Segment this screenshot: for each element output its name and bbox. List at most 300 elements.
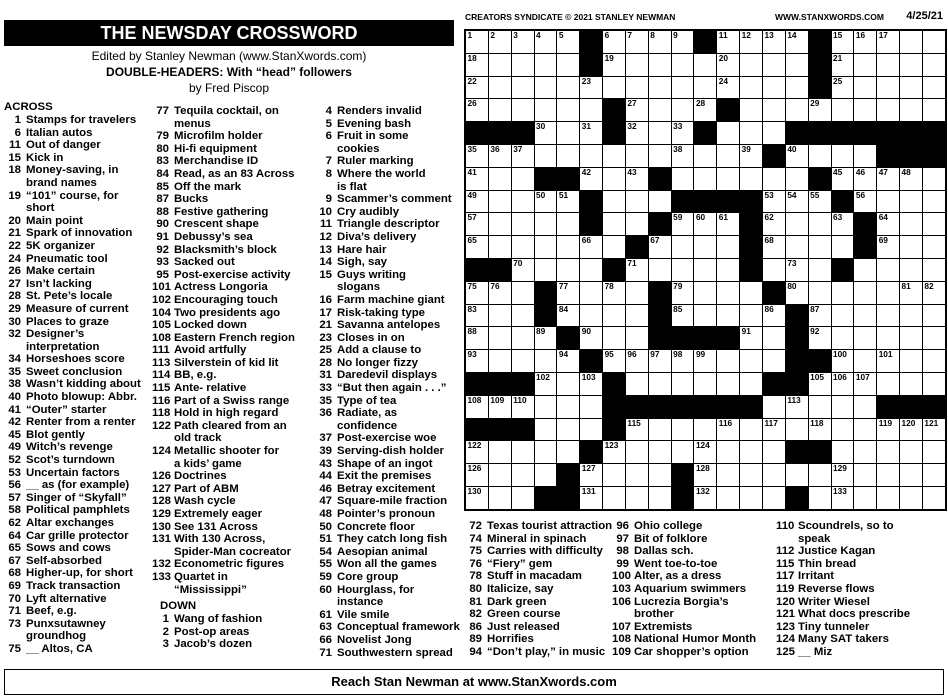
grid-cell[interactable] bbox=[557, 144, 580, 167]
grid-cell[interactable] bbox=[831, 395, 854, 418]
grid-cell[interactable] bbox=[762, 418, 785, 441]
grid-cell[interactable] bbox=[854, 31, 877, 54]
grid-cell[interactable] bbox=[831, 486, 854, 509]
grid-cell[interactable] bbox=[922, 281, 945, 304]
grid-cell[interactable] bbox=[762, 304, 785, 327]
grid-cell[interactable] bbox=[854, 99, 877, 122]
grid-cell[interactable] bbox=[694, 372, 717, 395]
grid-cell[interactable] bbox=[694, 167, 717, 190]
grid-cell[interactable] bbox=[648, 190, 671, 213]
grid-cell[interactable] bbox=[466, 327, 489, 350]
grid-cell[interactable] bbox=[557, 122, 580, 145]
grid-cell[interactable] bbox=[511, 99, 534, 122]
grid-cell[interactable] bbox=[466, 395, 489, 418]
grid-cell[interactable] bbox=[580, 76, 603, 99]
grid-cell[interactable] bbox=[922, 99, 945, 122]
grid-cell[interactable] bbox=[785, 395, 808, 418]
grid-cell[interactable] bbox=[466, 304, 489, 327]
grid-cell[interactable] bbox=[466, 76, 489, 99]
grid-cell[interactable] bbox=[762, 99, 785, 122]
grid-cell[interactable] bbox=[557, 395, 580, 418]
grid-cell[interactable] bbox=[785, 258, 808, 281]
grid-cell[interactable] bbox=[625, 281, 648, 304]
grid-cell[interactable] bbox=[854, 167, 877, 190]
grid-cell[interactable] bbox=[717, 350, 740, 373]
grid-cell[interactable] bbox=[648, 99, 671, 122]
grid-cell[interactable] bbox=[877, 441, 900, 464]
grid-cell[interactable] bbox=[877, 464, 900, 487]
grid-cell[interactable] bbox=[625, 99, 648, 122]
grid-cell[interactable] bbox=[831, 350, 854, 373]
grid-cell[interactable] bbox=[671, 213, 694, 236]
grid-cell[interactable] bbox=[648, 236, 671, 259]
grid-cell[interactable] bbox=[671, 122, 694, 145]
grid-cell[interactable] bbox=[717, 372, 740, 395]
grid-cell[interactable] bbox=[831, 144, 854, 167]
grid-cell[interactable] bbox=[557, 441, 580, 464]
grid-cell[interactable] bbox=[854, 258, 877, 281]
grid-cell[interactable] bbox=[900, 350, 923, 373]
grid-cell[interactable] bbox=[694, 281, 717, 304]
grid-cell[interactable] bbox=[648, 464, 671, 487]
grid-cell[interactable] bbox=[511, 304, 534, 327]
grid-cell[interactable] bbox=[648, 53, 671, 76]
grid-cell[interactable] bbox=[762, 31, 785, 54]
grid-cell[interactable] bbox=[534, 76, 557, 99]
grid-cell[interactable] bbox=[603, 31, 626, 54]
grid-cell[interactable] bbox=[740, 418, 763, 441]
grid-cell[interactable] bbox=[877, 327, 900, 350]
grid-cell[interactable] bbox=[717, 258, 740, 281]
grid-cell[interactable] bbox=[854, 281, 877, 304]
grid-cell[interactable] bbox=[717, 31, 740, 54]
grid-cell[interactable] bbox=[511, 350, 534, 373]
grid-cell[interactable] bbox=[648, 441, 671, 464]
grid-cell[interactable] bbox=[671, 304, 694, 327]
grid-cell[interactable] bbox=[922, 486, 945, 509]
grid-cell[interactable] bbox=[511, 76, 534, 99]
grid-cell[interactable] bbox=[488, 31, 511, 54]
grid-cell[interactable] bbox=[625, 31, 648, 54]
grid-cell[interactable] bbox=[671, 144, 694, 167]
grid-cell[interactable] bbox=[557, 236, 580, 259]
grid-cell[interactable] bbox=[534, 258, 557, 281]
grid-cell[interactable] bbox=[877, 418, 900, 441]
grid-cell[interactable] bbox=[603, 327, 626, 350]
grid-cell[interactable] bbox=[534, 395, 557, 418]
grid-cell[interactable] bbox=[900, 281, 923, 304]
grid-cell[interactable] bbox=[740, 350, 763, 373]
grid-cell[interactable] bbox=[854, 144, 877, 167]
grid-cell[interactable] bbox=[603, 464, 626, 487]
grid-cell[interactable] bbox=[740, 441, 763, 464]
grid-cell[interactable] bbox=[511, 53, 534, 76]
grid-cell[interactable] bbox=[694, 258, 717, 281]
grid-cell[interactable] bbox=[603, 281, 626, 304]
grid-cell[interactable] bbox=[717, 441, 740, 464]
grid-cell[interactable] bbox=[922, 327, 945, 350]
grid-cell[interactable] bbox=[671, 236, 694, 259]
grid-cell[interactable] bbox=[488, 76, 511, 99]
grid-cell[interactable] bbox=[785, 190, 808, 213]
grid-cell[interactable] bbox=[808, 99, 831, 122]
grid-cell[interactable] bbox=[808, 144, 831, 167]
grid-cell[interactable] bbox=[900, 441, 923, 464]
grid-cell[interactable] bbox=[511, 486, 534, 509]
grid-cell[interactable] bbox=[900, 213, 923, 236]
grid-cell[interactable] bbox=[511, 258, 534, 281]
grid-cell[interactable] bbox=[466, 213, 489, 236]
grid-cell[interactable] bbox=[762, 395, 785, 418]
grid-cell[interactable] bbox=[625, 464, 648, 487]
grid-cell[interactable] bbox=[717, 236, 740, 259]
grid-cell[interactable] bbox=[648, 144, 671, 167]
grid-cell[interactable] bbox=[488, 190, 511, 213]
grid-cell[interactable] bbox=[625, 350, 648, 373]
grid-cell[interactable] bbox=[762, 441, 785, 464]
grid-cell[interactable] bbox=[625, 486, 648, 509]
grid-cell[interactable] bbox=[877, 258, 900, 281]
grid-cell[interactable] bbox=[854, 372, 877, 395]
grid-cell[interactable] bbox=[511, 327, 534, 350]
grid-cell[interactable] bbox=[831, 372, 854, 395]
grid-cell[interactable] bbox=[694, 418, 717, 441]
grid-cell[interactable] bbox=[511, 31, 534, 54]
grid-cell[interactable] bbox=[466, 441, 489, 464]
grid-cell[interactable] bbox=[900, 167, 923, 190]
grid-cell[interactable] bbox=[717, 304, 740, 327]
grid-cell[interactable] bbox=[922, 76, 945, 99]
grid-cell[interactable] bbox=[625, 144, 648, 167]
grid-cell[interactable] bbox=[580, 395, 603, 418]
grid-cell[interactable] bbox=[762, 258, 785, 281]
grid-cell[interactable] bbox=[922, 372, 945, 395]
grid-cell[interactable] bbox=[534, 122, 557, 145]
grid-cell[interactable] bbox=[717, 53, 740, 76]
grid-cell[interactable] bbox=[488, 304, 511, 327]
grid-cell[interactable] bbox=[877, 31, 900, 54]
grid-cell[interactable] bbox=[557, 258, 580, 281]
grid-cell[interactable] bbox=[466, 281, 489, 304]
grid-cell[interactable] bbox=[900, 418, 923, 441]
grid-cell[interactable] bbox=[488, 167, 511, 190]
grid-cell[interactable] bbox=[625, 418, 648, 441]
grid-cell[interactable] bbox=[603, 144, 626, 167]
grid-cell[interactable] bbox=[580, 464, 603, 487]
grid-cell[interactable] bbox=[831, 76, 854, 99]
grid-cell[interactable] bbox=[762, 53, 785, 76]
grid-cell[interactable] bbox=[922, 418, 945, 441]
grid-cell[interactable] bbox=[603, 441, 626, 464]
grid-cell[interactable] bbox=[488, 281, 511, 304]
grid-cell[interactable] bbox=[534, 31, 557, 54]
grid-cell[interactable] bbox=[603, 236, 626, 259]
grid-cell[interactable] bbox=[900, 53, 923, 76]
grid-cell[interactable] bbox=[671, 76, 694, 99]
grid-cell[interactable] bbox=[831, 464, 854, 487]
grid-cell[interactable] bbox=[603, 486, 626, 509]
grid-cell[interactable] bbox=[831, 327, 854, 350]
grid-cell[interactable] bbox=[808, 418, 831, 441]
grid-cell[interactable] bbox=[694, 441, 717, 464]
grid-cell[interactable] bbox=[603, 190, 626, 213]
grid-cell[interactable] bbox=[785, 76, 808, 99]
grid-cell[interactable] bbox=[466, 350, 489, 373]
grid-cell[interactable] bbox=[922, 53, 945, 76]
grid-cell[interactable] bbox=[877, 372, 900, 395]
grid-cell[interactable] bbox=[922, 31, 945, 54]
grid-cell[interactable] bbox=[740, 281, 763, 304]
grid-cell[interactable] bbox=[648, 350, 671, 373]
grid-cell[interactable] bbox=[648, 486, 671, 509]
grid-cell[interactable] bbox=[900, 190, 923, 213]
grid-cell[interactable] bbox=[740, 76, 763, 99]
grid-cell[interactable] bbox=[831, 167, 854, 190]
grid-cell[interactable] bbox=[580, 167, 603, 190]
grid-cell[interactable] bbox=[580, 144, 603, 167]
grid-cell[interactable] bbox=[877, 236, 900, 259]
grid-cell[interactable] bbox=[785, 281, 808, 304]
grid-cell[interactable] bbox=[557, 213, 580, 236]
grid-cell[interactable] bbox=[740, 486, 763, 509]
grid-cell[interactable] bbox=[717, 167, 740, 190]
grid-cell[interactable] bbox=[511, 190, 534, 213]
grid-cell[interactable] bbox=[603, 304, 626, 327]
grid-cell[interactable] bbox=[511, 236, 534, 259]
grid-cell[interactable] bbox=[717, 486, 740, 509]
grid-cell[interactable] bbox=[854, 327, 877, 350]
grid-cell[interactable] bbox=[831, 304, 854, 327]
grid-cell[interactable] bbox=[603, 213, 626, 236]
grid-cell[interactable] bbox=[922, 441, 945, 464]
grid-cell[interactable] bbox=[694, 144, 717, 167]
grid-cell[interactable] bbox=[671, 281, 694, 304]
grid-cell[interactable] bbox=[854, 486, 877, 509]
grid-cell[interactable] bbox=[671, 441, 694, 464]
grid-cell[interactable] bbox=[785, 418, 808, 441]
grid-cell[interactable] bbox=[831, 99, 854, 122]
grid-cell[interactable] bbox=[557, 350, 580, 373]
grid-cell[interactable] bbox=[922, 190, 945, 213]
grid-cell[interactable] bbox=[831, 213, 854, 236]
grid-cell[interactable] bbox=[854, 395, 877, 418]
grid-cell[interactable] bbox=[717, 144, 740, 167]
grid-cell[interactable] bbox=[762, 327, 785, 350]
grid-cell[interactable] bbox=[534, 236, 557, 259]
grid-cell[interactable] bbox=[625, 53, 648, 76]
grid-cell[interactable] bbox=[808, 464, 831, 487]
grid-cell[interactable] bbox=[854, 53, 877, 76]
grid-cell[interactable] bbox=[488, 236, 511, 259]
grid-cell[interactable] bbox=[534, 418, 557, 441]
grid-cell[interactable] bbox=[808, 372, 831, 395]
grid-cell[interactable] bbox=[580, 486, 603, 509]
grid-cell[interactable] bbox=[785, 31, 808, 54]
grid-cell[interactable] bbox=[808, 236, 831, 259]
grid-cell[interactable] bbox=[740, 372, 763, 395]
grid-cell[interactable] bbox=[877, 167, 900, 190]
grid-cell[interactable] bbox=[648, 31, 671, 54]
grid-cell[interactable] bbox=[466, 167, 489, 190]
grid-cell[interactable] bbox=[785, 53, 808, 76]
grid-cell[interactable] bbox=[785, 144, 808, 167]
grid-cell[interactable] bbox=[762, 236, 785, 259]
grid-cell[interactable] bbox=[808, 395, 831, 418]
grid-cell[interactable] bbox=[854, 418, 877, 441]
grid-cell[interactable] bbox=[922, 167, 945, 190]
grid-cell[interactable] bbox=[694, 236, 717, 259]
grid-cell[interactable] bbox=[511, 213, 534, 236]
grid-cell[interactable] bbox=[877, 350, 900, 373]
grid-cell[interactable] bbox=[740, 304, 763, 327]
grid-cell[interactable] bbox=[900, 486, 923, 509]
grid-cell[interactable] bbox=[808, 281, 831, 304]
grid-cell[interactable] bbox=[580, 99, 603, 122]
grid-cell[interactable] bbox=[625, 304, 648, 327]
grid-cell[interactable] bbox=[900, 236, 923, 259]
grid-cell[interactable] bbox=[854, 304, 877, 327]
grid-cell[interactable] bbox=[557, 281, 580, 304]
grid-cell[interactable] bbox=[671, 53, 694, 76]
grid-cell[interactable] bbox=[854, 441, 877, 464]
grid-cell[interactable] bbox=[625, 213, 648, 236]
grid-cell[interactable] bbox=[488, 53, 511, 76]
grid-cell[interactable] bbox=[694, 76, 717, 99]
grid-cell[interactable] bbox=[900, 76, 923, 99]
grid-cell[interactable] bbox=[534, 464, 557, 487]
grid-cell[interactable] bbox=[694, 304, 717, 327]
grid-cell[interactable] bbox=[808, 258, 831, 281]
grid-cell[interactable] bbox=[762, 76, 785, 99]
grid-cell[interactable] bbox=[534, 441, 557, 464]
grid-cell[interactable] bbox=[922, 464, 945, 487]
grid-cell[interactable] bbox=[625, 327, 648, 350]
grid-cell[interactable] bbox=[671, 167, 694, 190]
grid-cell[interactable] bbox=[717, 464, 740, 487]
crossword-grid[interactable] bbox=[464, 29, 947, 511]
grid-cell[interactable] bbox=[534, 53, 557, 76]
grid-cell[interactable] bbox=[557, 31, 580, 54]
grid-cell[interactable] bbox=[534, 350, 557, 373]
grid-cell[interactable] bbox=[466, 190, 489, 213]
grid-cell[interactable] bbox=[488, 144, 511, 167]
grid-cell[interactable] bbox=[534, 372, 557, 395]
grid-cell[interactable] bbox=[603, 167, 626, 190]
grid-cell[interactable] bbox=[740, 53, 763, 76]
grid-cell[interactable] bbox=[762, 464, 785, 487]
grid-cell[interactable] bbox=[785, 236, 808, 259]
grid-cell[interactable] bbox=[557, 304, 580, 327]
grid-cell[interactable] bbox=[580, 236, 603, 259]
grid-cell[interactable] bbox=[808, 486, 831, 509]
grid-cell[interactable] bbox=[557, 99, 580, 122]
grid-cell[interactable] bbox=[717, 213, 740, 236]
grid-cell[interactable] bbox=[740, 464, 763, 487]
grid-cell[interactable] bbox=[900, 372, 923, 395]
grid-cell[interactable] bbox=[603, 350, 626, 373]
grid-cell[interactable] bbox=[694, 464, 717, 487]
grid-cell[interactable] bbox=[580, 258, 603, 281]
grid-cell[interactable] bbox=[854, 76, 877, 99]
grid-cell[interactable] bbox=[625, 76, 648, 99]
grid-cell[interactable] bbox=[648, 122, 671, 145]
grid-cell[interactable] bbox=[625, 122, 648, 145]
grid-cell[interactable] bbox=[900, 464, 923, 487]
grid-cell[interactable] bbox=[671, 99, 694, 122]
grid-cell[interactable] bbox=[534, 327, 557, 350]
grid-cell[interactable] bbox=[511, 281, 534, 304]
grid-cell[interactable] bbox=[877, 76, 900, 99]
grid-cell[interactable] bbox=[900, 99, 923, 122]
grid-cell[interactable] bbox=[557, 190, 580, 213]
grid-cell[interactable] bbox=[511, 464, 534, 487]
grid-cell[interactable] bbox=[625, 167, 648, 190]
grid-cell[interactable] bbox=[694, 350, 717, 373]
grid-cell[interactable] bbox=[694, 213, 717, 236]
grid-cell[interactable] bbox=[877, 99, 900, 122]
grid-cell[interactable] bbox=[488, 395, 511, 418]
grid-cell[interactable] bbox=[740, 99, 763, 122]
grid-cell[interactable] bbox=[466, 53, 489, 76]
grid-cell[interactable] bbox=[694, 53, 717, 76]
grid-cell[interactable] bbox=[785, 213, 808, 236]
grid-cell[interactable] bbox=[671, 372, 694, 395]
grid-cell[interactable] bbox=[762, 190, 785, 213]
grid-cell[interactable] bbox=[717, 281, 740, 304]
grid-cell[interactable] bbox=[831, 281, 854, 304]
grid-cell[interactable] bbox=[762, 122, 785, 145]
grid-cell[interactable] bbox=[808, 327, 831, 350]
grid-cell[interactable] bbox=[762, 213, 785, 236]
grid-cell[interactable] bbox=[762, 167, 785, 190]
grid-cell[interactable] bbox=[603, 76, 626, 99]
grid-cell[interactable] bbox=[694, 99, 717, 122]
grid-cell[interactable] bbox=[785, 167, 808, 190]
grid-cell[interactable] bbox=[808, 304, 831, 327]
grid-cell[interactable] bbox=[808, 213, 831, 236]
grid-cell[interactable] bbox=[877, 53, 900, 76]
grid-cell[interactable] bbox=[900, 327, 923, 350]
grid-cell[interactable] bbox=[580, 327, 603, 350]
grid-cell[interactable] bbox=[488, 327, 511, 350]
grid-cell[interactable] bbox=[488, 464, 511, 487]
grid-cell[interactable] bbox=[603, 53, 626, 76]
grid-cell[interactable] bbox=[877, 213, 900, 236]
grid-cell[interactable] bbox=[900, 258, 923, 281]
grid-cell[interactable] bbox=[625, 441, 648, 464]
grid-cell[interactable] bbox=[854, 464, 877, 487]
grid-cell[interactable] bbox=[831, 236, 854, 259]
grid-cell[interactable] bbox=[831, 53, 854, 76]
grid-cell[interactable] bbox=[854, 350, 877, 373]
grid-cell[interactable] bbox=[625, 372, 648, 395]
grid-cell[interactable] bbox=[785, 99, 808, 122]
grid-cell[interactable] bbox=[922, 258, 945, 281]
grid-cell[interactable] bbox=[922, 213, 945, 236]
grid-cell[interactable] bbox=[648, 418, 671, 441]
grid-cell[interactable] bbox=[740, 167, 763, 190]
grid-cell[interactable] bbox=[740, 31, 763, 54]
grid-cell[interactable] bbox=[671, 418, 694, 441]
grid-cell[interactable] bbox=[466, 144, 489, 167]
grid-cell[interactable] bbox=[762, 350, 785, 373]
grid-cell[interactable] bbox=[762, 486, 785, 509]
grid-cell[interactable] bbox=[466, 99, 489, 122]
grid-cell[interactable] bbox=[534, 99, 557, 122]
grid-cell[interactable] bbox=[877, 304, 900, 327]
grid-cell[interactable] bbox=[877, 190, 900, 213]
grid-cell[interactable] bbox=[671, 258, 694, 281]
